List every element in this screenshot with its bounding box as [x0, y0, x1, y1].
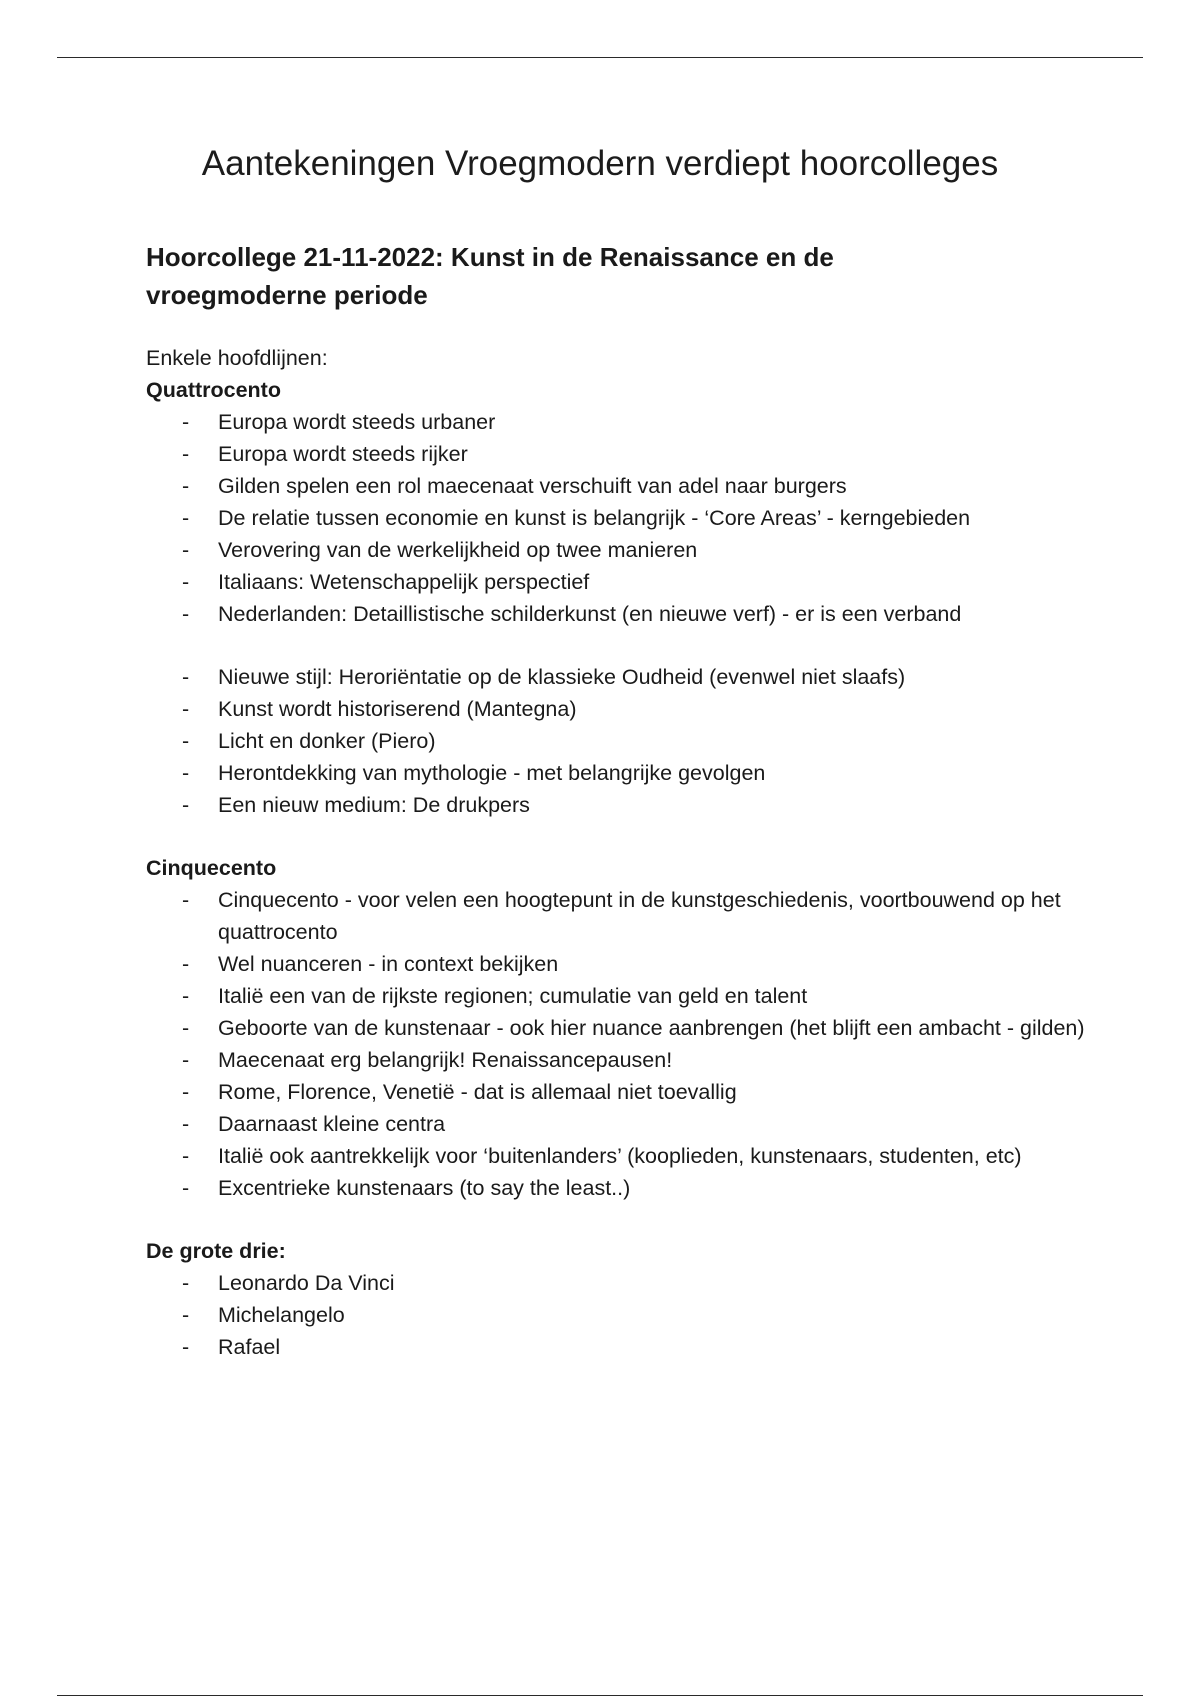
- list-item-text: Daarnaast kleine centra: [218, 1112, 446, 1136]
- list-item-text: Italiaans: Wetenschappelijk perspectief: [218, 570, 590, 594]
- list-item: [146, 502, 1106, 534]
- list-item-text: Nieuwe stijl: Heroriëntatie op de klassieke Oudheid (evenwel niet slaafs): [218, 665, 906, 689]
- list-item: [146, 598, 1106, 630]
- bullet-dash: -: [182, 697, 190, 721]
- list-item: [146, 470, 1106, 502]
- bullet-dash: -: [182, 952, 190, 976]
- bullet-dash: -: [182, 1303, 190, 1327]
- bullet-dash: -: [182, 1112, 190, 1136]
- list-item: [146, 1076, 1106, 1108]
- list-item: [146, 757, 1106, 789]
- bullet-dash: -: [182, 729, 190, 753]
- bullet-dash: -: [182, 1016, 190, 1040]
- section-heading-cinquecento: Cinquecento: [146, 856, 277, 880]
- list-item: [146, 1012, 1106, 1044]
- section-heading-quattrocento: Quattrocento: [146, 378, 281, 402]
- bullet-dash: -: [182, 888, 190, 912]
- list-item: [146, 1108, 1106, 1140]
- list-item-text: Nederlanden: Detaillistische schilderkunst (en nieuwe verf) - er is een verband: [218, 602, 962, 626]
- list-item: [146, 1299, 1106, 1331]
- bullet-dash: -: [182, 665, 190, 689]
- list-item-text: Herontdekking van mythologie - met belangrijke gevolgen: [218, 761, 766, 785]
- list-item: [146, 948, 1106, 980]
- list-item-text: Verovering van de werkelijkheid op twee manieren: [218, 538, 698, 562]
- spacer: [146, 630, 1106, 661]
- list-item: [146, 438, 1106, 470]
- bullet-dash: -: [182, 984, 190, 1008]
- list-item: [146, 789, 1106, 821]
- list-item: [146, 406, 1106, 438]
- list-item: [146, 725, 1106, 757]
- section-heading-grote-drie: De grote drie:: [146, 1239, 286, 1263]
- bullet-dash: -: [182, 570, 190, 594]
- bullet-dash: -: [182, 474, 190, 498]
- bullet-dash: -: [182, 410, 190, 434]
- spacer: [146, 1204, 1106, 1235]
- document-title: Aantekeningen Vroegmodern verdiept hoorcolleges: [201, 144, 999, 183]
- list-item-text: Kunst wordt historiserend (Mantegna): [218, 697, 577, 721]
- bullet-dash: -: [182, 1080, 190, 1104]
- bullet-dash: -: [182, 1048, 190, 1072]
- list-item: [146, 566, 1106, 598]
- list-item-text: Gilden spelen een rol maecenaat verschuift van adel naar burgers: [218, 474, 847, 498]
- cinquecento-list: [146, 884, 1106, 1204]
- spacer: [146, 821, 1106, 852]
- list-item: [146, 1172, 1106, 1204]
- list-item-text: Maecenaat erg belangrijk! Renaissancepausen!: [218, 1048, 673, 1072]
- bullet-dash: -: [182, 1271, 190, 1295]
- bullet-dash: -: [182, 1335, 190, 1359]
- bullet-dash: -: [182, 506, 190, 530]
- list-item: [146, 1267, 1106, 1299]
- list-item-text: Een nieuw medium: De drukpers: [218, 793, 530, 817]
- list-item-text: Michelangelo: [218, 1303, 345, 1327]
- quattrocento-list-a: [146, 406, 1106, 630]
- list-item-text: Licht en donker (Piero): [218, 729, 436, 753]
- grote-drie-list: [146, 1267, 1106, 1363]
- list-item: [146, 1331, 1106, 1363]
- list-item: [146, 534, 1106, 566]
- quattrocento-list-b: [146, 661, 1106, 821]
- list-item-text: Italië ook aantrekkelijk voor ‘buitenlanders’ (kooplieden, kunstenaars, studenten, etc): [218, 1144, 1022, 1168]
- bullet-dash: -: [182, 1176, 190, 1200]
- list-item-text: De relatie tussen economie en kunst is belangrijk - ‘Core Areas’ - kerngebieden: [218, 506, 971, 530]
- intro-text: Enkele hoofdlijnen:: [146, 346, 328, 370]
- bullet-dash: -: [182, 1144, 190, 1168]
- list-item: [146, 1044, 1106, 1076]
- bullet-dash: -: [182, 761, 190, 785]
- list-item-text: Europa wordt steeds rijker: [218, 442, 468, 466]
- list-item-text: Leonardo Da Vinci: [218, 1271, 395, 1295]
- list-item-text: Geboorte van de kunstenaar - ook hier nuance aanbrengen (het blijft een ambacht - gilden): [218, 1016, 1085, 1040]
- bullet-dash: -: [182, 602, 190, 626]
- header-rule: [57, 57, 1143, 58]
- bullet-dash: -: [182, 442, 190, 466]
- list-item-text: Rafael: [218, 1335, 281, 1359]
- list-item: [146, 884, 1106, 948]
- list-item-text: Wel nuanceren - in context bekijken: [218, 952, 559, 976]
- list-item-text: Europa wordt steeds urbaner: [218, 410, 496, 434]
- list-item: [146, 1140, 1106, 1172]
- bullet-dash: -: [182, 793, 190, 817]
- list-item-text: Rome, Florence, Venetië - dat is allemaal niet toevallig: [218, 1080, 737, 1104]
- list-item-text: Cinquecento - voor velen een hoogtepunt in de kunstgeschiedenis, voortbouwend op het quattrocento: [218, 888, 1061, 944]
- list-item: [146, 980, 1106, 1012]
- list-item-text: Italië een van de rijkste regionen; cumulatie van geld en talent: [218, 984, 808, 1008]
- footer-rule: [57, 1695, 1143, 1696]
- list-item: [146, 693, 1106, 725]
- bullet-dash: -: [182, 538, 190, 562]
- list-item: [146, 661, 1106, 693]
- list-item-text: Excentrieke kunstenaars (to say the least..): [218, 1176, 631, 1200]
- document-body: [146, 238, 1106, 1363]
- lecture-heading: Hoorcollege 21-11-2022: Kunst in de Renaissance en de vroegmoderne periode: [146, 242, 834, 310]
